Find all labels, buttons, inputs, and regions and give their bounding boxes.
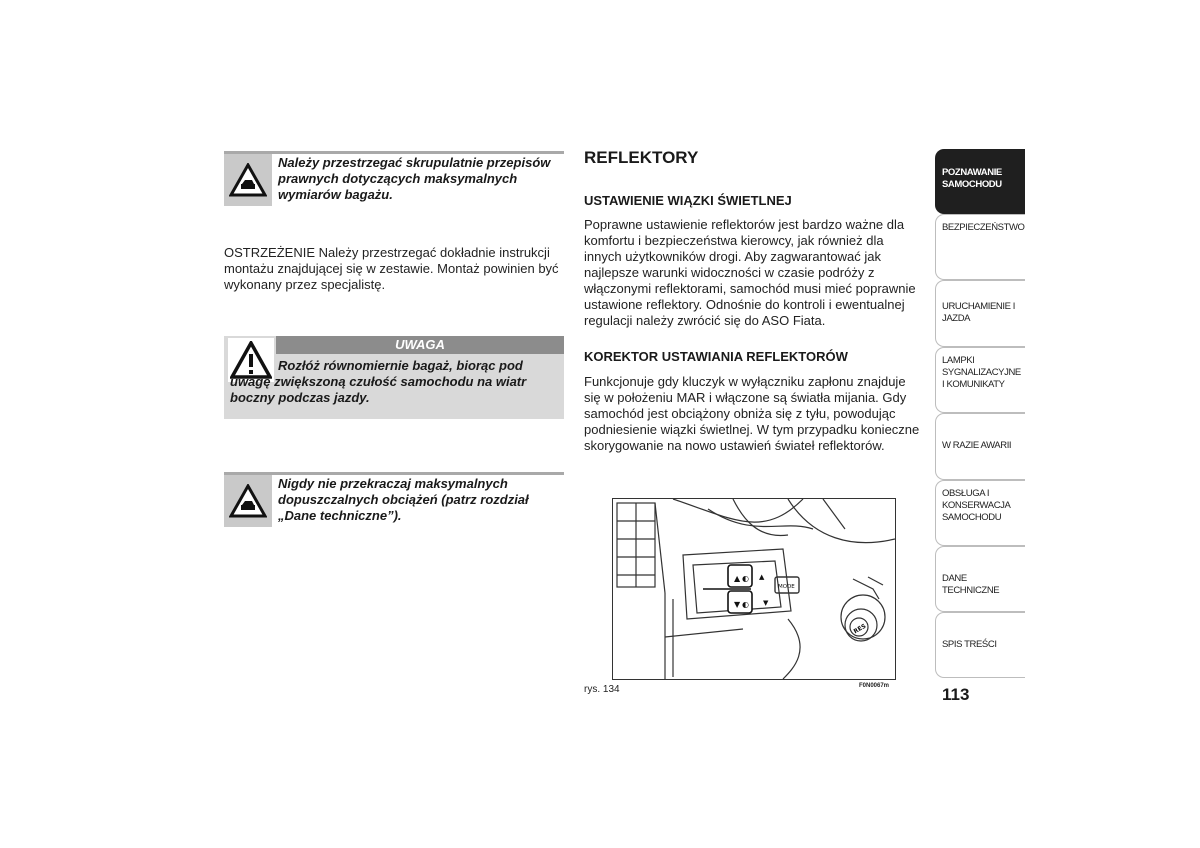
res-label: RES (852, 622, 868, 636)
svg-text:▼: ▼ (734, 600, 741, 609)
notice-text: Należy przestrzegać skrupulatnie przepisów prawnych dotyczących maksymalnych wymiarów bagażu. (278, 155, 551, 202)
car-warning-icon (224, 475, 272, 527)
page-number: 113 (942, 685, 970, 704)
svg-text:▲: ▲ (759, 573, 765, 581)
subsection-title-corrector: KOREKTOR USTAWIANIA REFLEKTORÓW (584, 349, 848, 364)
tab-uruchamienie-i-jazda[interactable]: URUCHAMIENIE I JAZDA (935, 280, 1025, 347)
subsection-text-beam: Poprawne ustawienie reflektorów jest bardzo ważne dla komfortu i bezpieczeństwa kierowcy, jak również dla innych użytkowników drogi. Aby zagwarantować jak najlepsze warunki widoczności w czasie podróży z włączonymi reflektorami, samochód musi mieć poprawnie ustawione reflektory. Odnośnie do kontroli i ewentualnej regulacji należy zwrócić się do ASO Fiata. (584, 217, 916, 328)
subsection-text-corrector: Funkcjonuje gdy kluczyk w wyłączniku zapłonu znajduje się w położeniu MAR i włączone są światła mijania. Gdy samochód jest obciążony obniża się z tyłu, powodując podniesienie wiązki świetlnej. W tym przypadku konieczne skorygowanie na nowo ustawień świateł reflektorów. (584, 374, 920, 453)
tab-lampki-sygnalizacyjne[interactable]: LAMPKI SYGNALIZACYJNE I KOMUNIKATY (935, 347, 1025, 413)
headlight-corrector-illustration (612, 498, 896, 680)
mode-label: MODE (778, 584, 795, 590)
notice-luggage-regulations (224, 151, 564, 207)
tab-spis-tresci[interactable]: SPIS TREŚCI (935, 612, 1025, 678)
warning-paragraph: OSTRZEŻENIE Należy przestrzegać dokładnie instrukcji montażu znajdującej się w zestawie. Montaż powinien być wykonany przez specjalistę. (224, 245, 559, 292)
svg-text:▼: ▼ (763, 599, 769, 607)
figure-code: F0N0067m (859, 683, 890, 689)
car-warning-icon (224, 154, 272, 206)
notice-rule (224, 472, 564, 475)
caution-box (224, 336, 564, 419)
figure-caption: rys. 134 (584, 684, 620, 695)
notice-max-load (224, 472, 564, 528)
notice-text: Nigdy nie przekraczaj maksymalnych dopuszczalnych obciążeń (patrz rozdział „Dane techniczne”). (278, 476, 529, 523)
svg-text:◐: ◐ (742, 574, 749, 583)
section-title: REFLEKTORY (584, 148, 699, 167)
tab-bezpieczenstwo[interactable]: BEZPIECZEŃSTWO (935, 214, 1025, 280)
tab-w-razie-awarii[interactable]: W RAZIE AWARII (935, 413, 1025, 480)
tab-dane-techniczne[interactable]: DANE TECHNICZNE (935, 546, 1025, 612)
caution-label: UWAGA (276, 336, 564, 354)
svg-text:◐: ◐ (742, 600, 749, 609)
notice-rule (224, 151, 564, 154)
svg-text:▲: ▲ (734, 574, 741, 583)
caution-text: Rozłóż równomiernie bagaż, biorąc pod uwagę zwiększoną czułość samochodu na wiatr boczny podczas jazdy. (230, 358, 527, 405)
tab-obsluga-i-konserwacja[interactable]: OBSŁUGA I KONSERWACJA SAMOCHODU (935, 480, 1025, 546)
tab-poznawanie-samochodu[interactable]: POZNAWANIE SAMOCHODU (935, 149, 1025, 214)
subsection-title-beam: USTAWIENIE WIĄZKI ŚWIETLNEJ (584, 193, 792, 208)
